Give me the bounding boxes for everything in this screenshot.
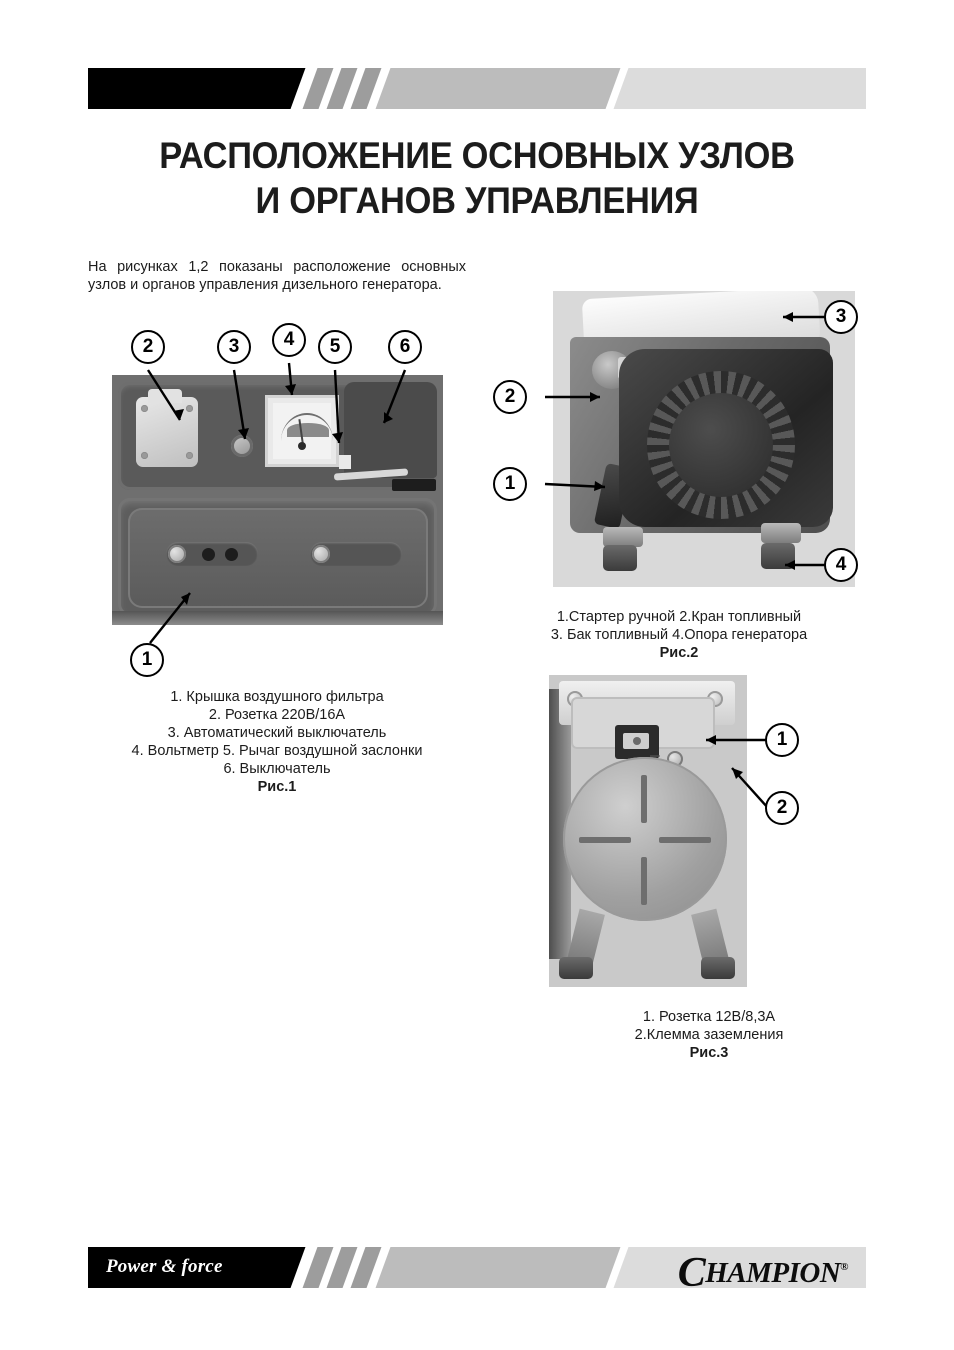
figure-1-leader-lines (112, 345, 452, 645)
figure-2-callout-1: 1 (493, 467, 527, 501)
page-title-line-1: РАСПОЛОЖЕНИЕ ОСНОВНЫХ УЗЛОВ (159, 135, 795, 176)
figure-1-number: Рис.1 (257, 779, 297, 795)
figure-1-caption-line-5: 6. Выключатель (223, 761, 331, 777)
figure-1-caption-line-3: 3. Автоматический выключатель (167, 725, 387, 741)
footer-mid-gray-block (376, 1247, 621, 1288)
figure-1-callout-4: 4 (272, 323, 306, 357)
figure-2-callout-2: 2 (493, 380, 527, 414)
generator-foot-left (559, 957, 593, 979)
figure-1-callout-6: 6 (388, 330, 422, 364)
figure-1-caption-line-1: 1. Крышка воздушного фильтра (170, 689, 384, 705)
cover-slot-left (579, 837, 631, 843)
figure-2-caption-line-2: 3. Бак топливный 4.Опора генератора (550, 627, 808, 643)
page-title (88, 133, 866, 223)
figure-2-callout-3: 3 (824, 300, 858, 334)
figure-1-caption-line-4: 4. Вольтметр 5. Рычаг воздушной заслонки (131, 743, 423, 759)
figure-3-caption (520, 1008, 898, 1062)
figure-3-callout-2: 2 (765, 791, 799, 825)
figure-2-caption (490, 608, 868, 662)
figure-1-caption (88, 688, 466, 796)
registered-trademark-icon: ® (840, 1261, 848, 1273)
figure-1-caption-line-2: 2. Розетка 220В/16А (208, 707, 346, 723)
figure-3-number: Рис.3 (689, 1045, 729, 1061)
page-title-line-2: И ОРГАНОВ УПРАВЛЕНИЯ (255, 180, 699, 221)
figure-3-caption-line-2: 2.Клемма заземления (634, 1027, 784, 1043)
figure-2-leader-lines (495, 291, 865, 591)
champion-logo (678, 1250, 848, 1288)
figure-2-number: Рис.2 (659, 645, 699, 661)
figure-2-caption-line-1: 1.Стартер ручной 2.Кран топливный (556, 609, 802, 625)
figure-2-callout-4: 4 (824, 548, 858, 582)
figure-3-caption-line-1: 1. Розетка 12В/8,3А (642, 1009, 776, 1025)
banner-mid-gray-block (376, 68, 621, 109)
banner-light-gray-block (614, 68, 866, 109)
figure-3-callout-1: 1 (765, 723, 799, 757)
footer-banner (88, 1247, 866, 1288)
figure-1-callout-3: 3 (217, 330, 251, 364)
figure-1-callout-1: 1 (130, 643, 164, 677)
figure-1-callout-2: 2 (131, 330, 165, 364)
banner-black-slant (88, 68, 305, 109)
generator-foot-right (701, 957, 735, 979)
cover-slot-bottom (641, 857, 647, 905)
intro-paragraph: На рисунках 1,2 показаны расположение основных узлов и органов управления дизельного генератора. (88, 258, 466, 293)
footer-slogan: Power & force (106, 1256, 223, 1277)
header-banner (88, 68, 866, 109)
figure-1-callout-5: 5 (318, 330, 352, 364)
champion-logo-text: HAMPION (705, 1257, 841, 1288)
champion-logo-initial: C (677, 1250, 706, 1288)
